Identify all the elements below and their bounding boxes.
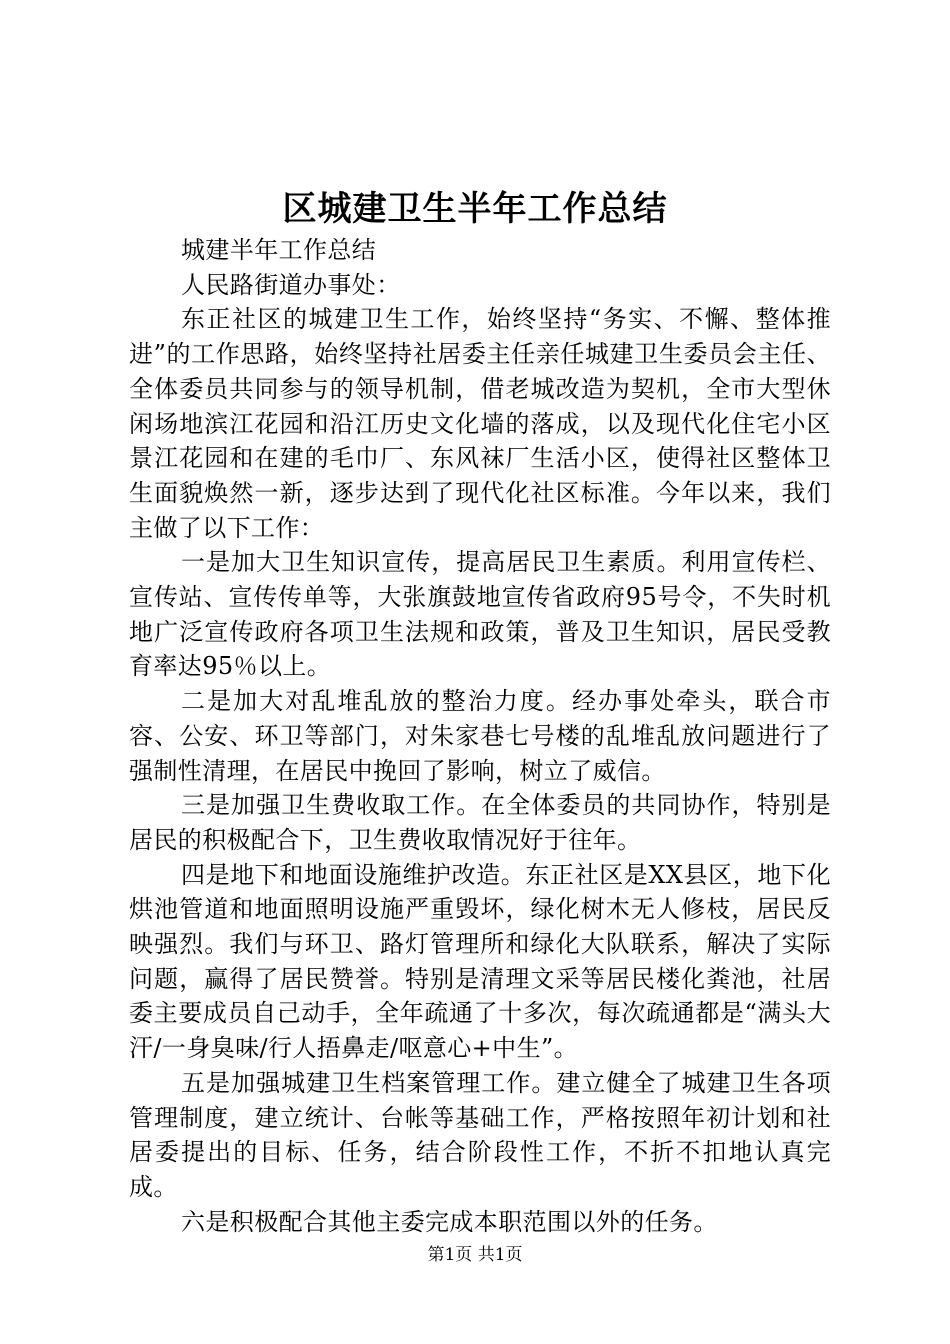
paragraph-item-6: 六是积极配合其他主委完成本职范围以外的任务。 [181,1207,718,1236]
paragraph-item-3: 三是加强卫生费收取工作。在全体委员的共同协作，特别是居民的积极配合下，卫生费收取情况好于往年。 [129,791,831,854]
paragraph-item-4: 四是地下和地面设施维护改造。东正社区是XX县区，地下化烘池管道和地面照明设施严重毁坏，绿化树木无人修枝，居民反映强烈。我们与环卫、路灯管理所和绿化大队联系，解决了实际问题，赢得了居民赞誉。特别是清理文采等居民楼化粪池，社居委主要成员自己动手，全年疏通了十多次，每次疏通都是“满头大汗/一身臭味/行人捂鼻走/呕意心+中生”。 [129,860,831,1063]
document-body [129,233,831,1239]
paragraph-addressee: 人民路街道办事处： [181,270,401,299]
paragraph-item-1: 一是加大卫生知识宣传，提高居民卫生素质。利用宣传栏、宣传站、宣传传单等，大张旗鼓地宣传省政府95号令，不失时机地广泛宣传政府各项卫生法规和政策，普及卫生知识，居民受教育率达95％以上。 [129,548,831,681]
paragraph-item-2: 二是加大对乱堆乱放的整治力度。经办事处牵头，联合市容、公安、环卫等部门，对朱家巷七号楼的乱堆乱放问题进行了强制性清理，在居民中挽回了影响，树立了威信。 [129,687,831,785]
paragraph-item-5: 五是加强城建卫生档案管理工作。建立健全了城建卫生各项管理制度，建立统计、台帐等基础工作，严格按照年初计划和社居委提出的目标、任务，结合阶段性工作，不折不扣地认真完成。 [129,1068,831,1201]
document-title: 区城建卫生半年工作总结 [282,189,668,229]
paragraph-intro: 东正社区的城建卫生工作，始终坚持“务实、不懈、整体推进”的工作思路，始终坚持社居委主任亲任城建卫生委员会主任、全体委员共同参与的领导机制，借老城改造为契机，全市大型休闲场地滨江花园和沿江历史文化墙的落成，以及现代化住宅小区景江花园和在建的毛巾厂、东风袜厂生活小区，使得社区整体卫生面貌焕然一新，逐步达到了现代化社区标准。今年以来，我们主做了以下工作： [129,305,831,542]
page-footer: 第1页 共1页 [427,1245,523,1265]
paragraph-subtitle: 城建半年工作总结 [181,236,377,264]
